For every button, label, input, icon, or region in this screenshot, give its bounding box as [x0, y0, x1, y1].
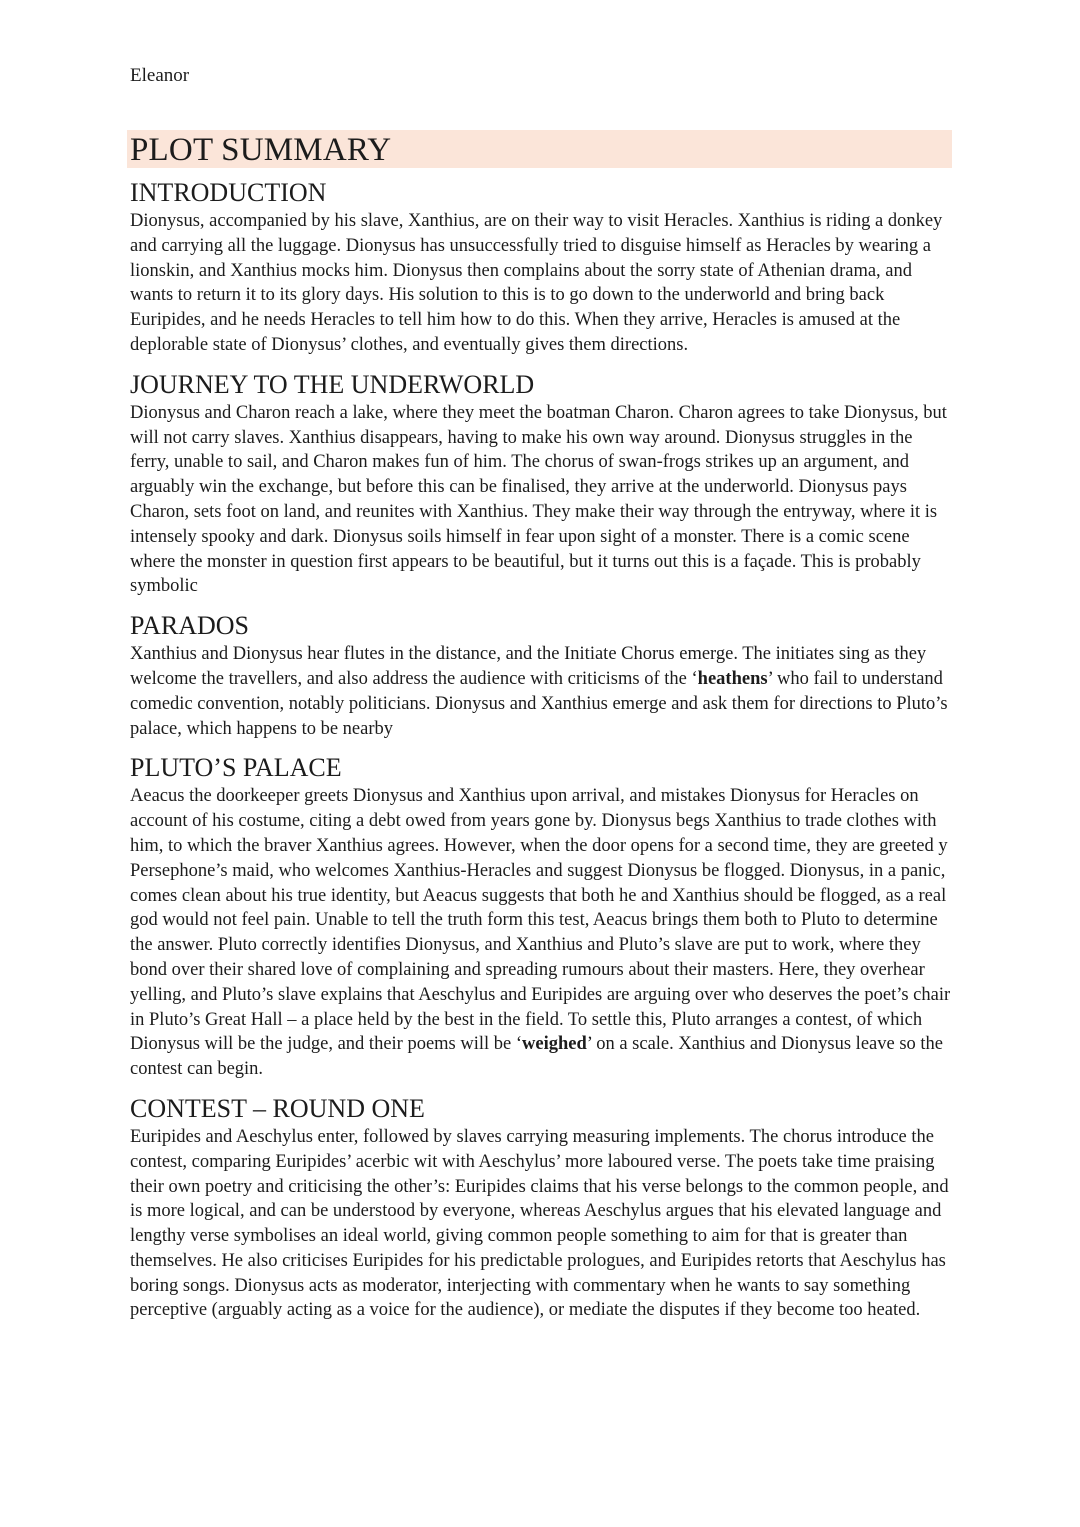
section-paragraph [130, 784, 954, 1082]
section-heading: JOURNEY TO THE UNDERWORLD [130, 369, 535, 399]
author-name: Eleanor [130, 65, 190, 86]
section-plutos-palace [130, 752, 954, 1082]
section-paragraph [130, 1125, 954, 1323]
section-journey-to-the-underworld [130, 369, 954, 599]
section-contest-round-one [130, 1093, 954, 1323]
plot-summary-content [130, 177, 954, 1334]
section-parados [130, 610, 954, 741]
section-heading: PARADOS [130, 611, 249, 641]
section-paragraph [130, 642, 954, 741]
section-introduction [130, 177, 954, 358]
paragraph-text: Dionysus, accompanied by his slave, Xanthius, are on their way to visit Heracles. Xanthius is riding a donkey and carrying all the luggage. Dionysus has unsuccessfully tried to disguise himself as Heracles by wearing a lionskin, and Xanthius mocks him. Dionysus then complains about the sorry state of Athenian drama, and wants to return it to its glory days. His solution to this is to go down to the underworld and bring back Euripides, and he needs Heracles to tell him how to do this. When they arrive, Heracles is amused at the deplorable state of Dionysus’ clothes, and eventually gives them directions. [130, 211, 943, 355]
section-heading: INTRODUCTION [130, 178, 327, 207]
bold-term-heathens: heathens [697, 668, 768, 689]
paragraph-text: Euripides and Aeschylus enter, followed by slaves carrying measuring implements. The chorus introduce the contest, comparing Euripides’ acerbic wit with Aeschylus’ more laboured verse. The poets take time praising their own poetry and criticising the other’s: Euripides claims that his verse belongs to the common people, and is more logical, and can be understood by everyone, whereas Aeschylus argues that his elevated language and lengthy verse symbolises an ideal world, giving common people something to aim for that is greater than themselves. He also criticises Euripides for his predictable prologues, and Euripides retorts that Aeschylus has boring songs. Dionysus acts as moderator, interjecting with commentary when he wants to say something perceptive (arguably acting as a voice for the audience), or mediate the disputes if they become too heated. [130, 1126, 949, 1321]
paragraph-text: Aeacus the doorkeeper greets Dionysus and Xanthius upon arrival, and mistakes Dionysus for Heracles on account of his costume, citing a debt owed from years gone by. Dionysus begs Xanthius to trade clothes with him, to which the braver Xanthius agrees. However, when the door opens for a second time, they are greeted y Persephone’s maid, who welcomes Xanthius-Heracles and suggest Dionysus be flogged. Dionysus, in a panic, comes clean about his true identity, but Aeacus suggests that both he and Xanthius should be flogged, as a real god would not feel pain. Unable to tell the truth form this test, Aeacus brings them both to Pluto to determine the answer. Pluto correctly identifies Dionysus, and Xanthius and Pluto’s slave are put to work, where they bond over their shared love of complaining and spreading rumours about their masters. Here, they overhear yelling, and Pluto’s slave explains that Aeschylus and Euripides are arguing over who deserves the poet’s chair in Pluto’s Great Hall – a place held by the best in the field. To settle this, Pluto arranges a contest, of which Dionysus will be the judge, and their poems will be ‘ [130, 786, 951, 1055]
page-title: PLOT SUMMARY [130, 132, 392, 168]
title-highlight-bar [127, 130, 952, 168]
section-heading: CONTEST – ROUND ONE [130, 1093, 425, 1123]
paragraph-text: ’ who fail to understand comedic convention, notably politicians. Dionysus and Xanthius emerge and ask them for directions to Pluto’s palace, which happens to be nearby [130, 668, 948, 739]
section-paragraph [130, 401, 954, 599]
paragraph-text: Xanthius and Dionysus hear flutes in the distance, and the Initiate Chorus emerge. The initiates sing as they welcome the travellers, and also address the audience with criticisms of the ‘ [130, 644, 927, 689]
bold-term-weighed: weighed [522, 1034, 587, 1055]
section-heading: PLUTO’S PALACE [130, 753, 342, 783]
section-paragraph [130, 209, 954, 358]
paragraph-text: Dionysus and Charon reach a lake, where they meet the boatman Charon. Charon agrees to take Dionysus, but will not carry slaves. Xanthius disappears, having to make his own way around. Dionysus struggles in the ferry, unable to sail, and Charon makes fun of him. The chorus of swan-frogs strikes up an argument, and arguably win the exchange, but before this can be finalised, they arrive at the underworld. Dionysus pays Charon, sets foot on land, and reunites with Xanthius. They make their way through the entryway, where it is intensely spooky and dark. Dionysus soils himself in fear upon sight of a monster. There is a comic scene where the monster in question first appears to be beautiful, but it turns out this is a façade. This is probably symbolic [130, 402, 947, 597]
paragraph-text: ’ on a scale. Xanthius and Dionysus leave so the contest can begin. [130, 1034, 944, 1080]
